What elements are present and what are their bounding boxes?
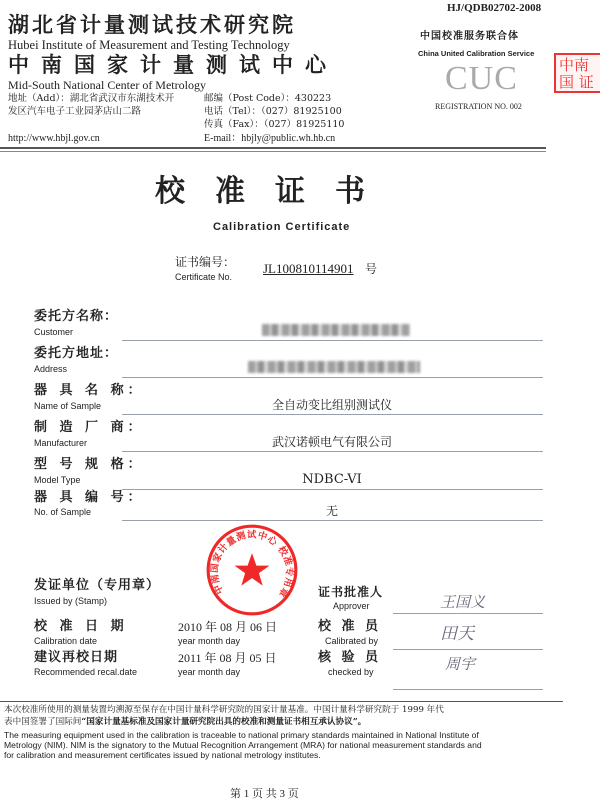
field-label-en: Manufacturer: [34, 438, 88, 448]
website-link[interactable]: http://www.hbjl.gov.cn: [8, 133, 100, 144]
field-underline: [122, 414, 543, 415]
issuer-label: 发证单位（专用章）: [34, 578, 161, 593]
field-underline: [122, 377, 543, 378]
footer-text-cn-2a: 表中国签署了国际间: [4, 717, 82, 727]
recal-date-units: year month day: [178, 667, 241, 677]
telephone: 电话（Tel）：（027）81925100: [204, 106, 342, 117]
footer-text-en-2: Metrology (NIM). NIM is the signatory to the Mutual Recognition Arrangement (MRA) for national measurement standards and: [4, 740, 482, 750]
signature-line: [393, 649, 543, 650]
header-rule-thin: [0, 151, 546, 152]
calibration-date-label-en: Calibration date: [34, 636, 98, 646]
document-code: HJ/QDB02702-2008: [447, 2, 542, 14]
field-underline: [122, 451, 543, 452]
checked-by-signature: 周宇: [445, 655, 476, 673]
field-label: 型 号 规 格：: [34, 457, 145, 472]
field-underline: [122, 520, 543, 521]
field-label: 委托方名称：: [34, 309, 119, 324]
certificate-no-value: JL100810114901: [263, 261, 354, 276]
redacted-address: [248, 361, 420, 373]
star-icon: [234, 553, 269, 586]
certificate-no-label: 证书编号：: [175, 255, 236, 269]
calibrated-by-signature: 田天: [440, 624, 474, 644]
registration-number: REGISTRATION NO. 002: [435, 102, 522, 111]
footer-text-cn-1: 本次校准所使用的测量装置均溯源至保存在中国计量科学研究院的国家计量基准。中国计量科学研究院于 1999 年代: [4, 705, 444, 715]
field-label: 委托方地址：: [34, 346, 119, 361]
page-subtitle: Calibration Certificate: [213, 221, 351, 233]
signature-line: [393, 689, 543, 690]
center-name-en: Mid-South National Center of Metrology: [8, 78, 206, 92]
field-underline: [122, 489, 543, 490]
header-rule: [0, 147, 546, 149]
footer-text-en-3: for calibration and measurement certificates issued by national metrology institutes.: [4, 750, 321, 760]
address-line-2: 发区汽车电子工业园茅店山二路: [8, 106, 142, 117]
redacted-customer: [262, 324, 410, 336]
cuc-name-cn: 中国校准服务联合体: [420, 31, 519, 42]
approver-signature: 王国义: [440, 593, 486, 611]
calibration-date-value: 2010 年 08 月 06 日: [178, 620, 278, 634]
footer-rule: [0, 701, 563, 702]
post-code: 邮编（Post Code）：430223: [204, 93, 332, 104]
field-value: 武汉诺顿电气有限公司: [271, 435, 392, 449]
page-number: 第 1 页 共 3 页: [230, 788, 299, 800]
certificate-no-label-en: Certificate No.: [175, 272, 233, 282]
calibration-date-label: 校 准 日 期: [34, 619, 128, 634]
center-name-cn: 中南国家计量测试中心: [8, 53, 338, 77]
approver-label: 证书批准人: [318, 585, 384, 599]
calibrated-by-label: 校 准 员: [318, 619, 382, 634]
official-seal: [205, 523, 299, 617]
org-name-cn: 湖北省计量测试技术研究院: [8, 13, 296, 37]
issuer-label-en: Issued by (Stamp): [34, 596, 108, 606]
recal-date-label: 建议再校日期: [34, 650, 119, 665]
fax: 传真（Fax）：（027）81925110: [204, 119, 345, 130]
checked-by-label-en: checked by: [328, 667, 374, 677]
page-title: 校准证书: [155, 174, 395, 209]
email-link[interactable]: E-mail：hbjly@public.wh.hb.cn: [204, 133, 336, 144]
field-value: NDBC-VI: [302, 472, 362, 487]
footer-text-en: [4, 730, 482, 760]
field-label: 器 具 名 称：: [34, 383, 145, 398]
field-label: 制 造 厂 商：: [34, 420, 145, 435]
footer-text-cn-2b: “国家计量基标准及国家计量研究院出具的校准和测量证书相互承认协议”。: [81, 717, 367, 727]
approver-label-en: Approver: [333, 601, 370, 611]
certificate-no-suffix: 号: [365, 262, 378, 276]
footer-text-en-1: The measuring equipment used in the calibration is traceable to national primary standards maintained in National Institute of: [4, 730, 479, 740]
address-line-1: 地址（Add）：湖北省武汉市东湖技术开: [8, 93, 175, 104]
seal-text: 中南国家计量测试中心 校准专用章: [209, 529, 295, 600]
field-label-en: No. of Sample: [34, 507, 92, 517]
field-label-en: Model Type: [34, 475, 81, 485]
field-underline: [122, 340, 543, 341]
org-name-en: Hubei Institute of Measurement and Testing Technology: [8, 38, 290, 52]
recal-date-value: 2011 年 08 月 05 日: [178, 651, 277, 665]
field-label-en: Name of Sample: [34, 401, 102, 411]
field-value: 全自动变比组别测试仪: [271, 398, 392, 412]
field-value: 无: [325, 504, 338, 518]
field-label-en: Customer: [34, 327, 74, 337]
calibrated-by-label-en: Calibrated by: [325, 636, 379, 646]
footer-text-cn-2: [4, 717, 366, 728]
field-label-en: Address: [34, 364, 68, 374]
cuc-name-en: China United Calibration Service: [418, 49, 535, 58]
signature-line: [393, 613, 543, 614]
field-label: 器 具 编 号：: [34, 490, 145, 505]
calibration-date-units: year month day: [178, 636, 241, 646]
checked-by-label: 核 验 员: [318, 650, 382, 665]
corner-stamp: 中南国 证: [554, 53, 600, 93]
recal-date-label-en: Recommended recal.date: [34, 667, 138, 677]
cuc-logo: CUC: [445, 60, 518, 97]
